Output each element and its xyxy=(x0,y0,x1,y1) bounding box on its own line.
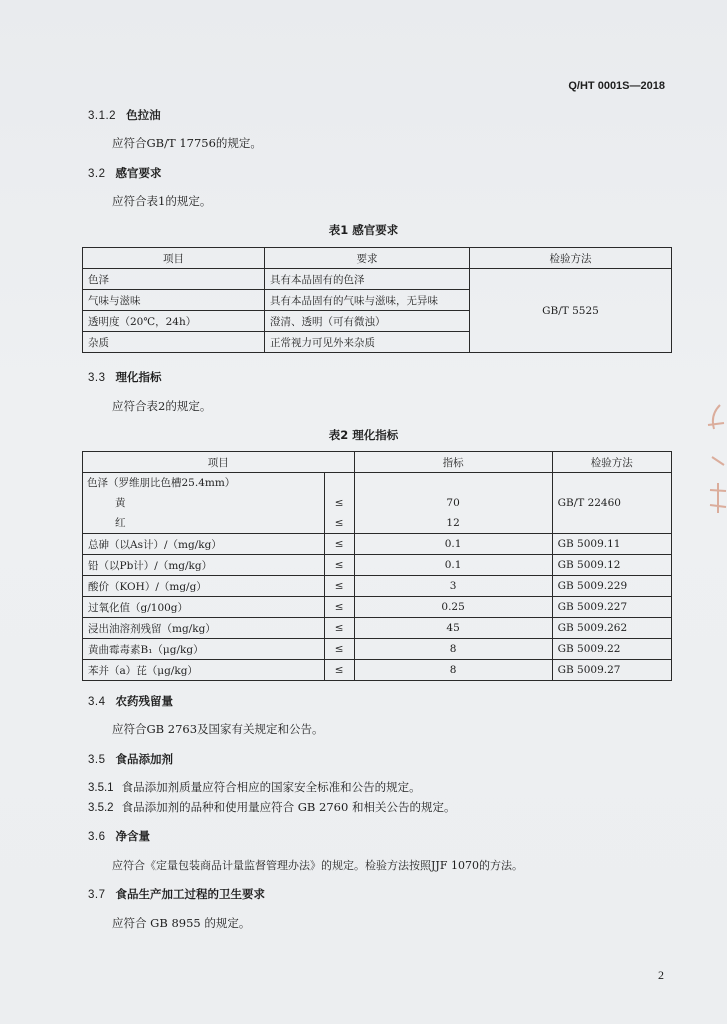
section-title: 食品生产加工过程的卫生要求 xyxy=(115,887,265,901)
table2-caption: 表2 理化指标 xyxy=(328,428,399,442)
table-cell-method: GB 5009.229 xyxy=(552,576,671,597)
value-text: 12 xyxy=(446,517,460,529)
doc-number: Q/HT 0001S—2018 xyxy=(568,80,665,92)
table-header-cell: 要求 xyxy=(265,248,470,269)
table-cell-value: 8 xyxy=(354,639,552,660)
table-cell-op: ≤ xyxy=(324,639,354,660)
section-3-5-2 xyxy=(88,799,455,815)
section-number: 3.6 xyxy=(88,831,106,843)
color-sub-label: 红 xyxy=(115,517,126,529)
table-cell-op xyxy=(324,473,354,534)
table-cell-value: 45 xyxy=(354,618,552,639)
value-text: 70 xyxy=(446,497,460,509)
table-cell-method: GB 5009.22 xyxy=(552,639,671,660)
table-header-row xyxy=(83,248,672,269)
section-title: 农药残留量 xyxy=(115,694,173,708)
table-row xyxy=(83,534,672,555)
section-number: 3.5.2 xyxy=(88,802,114,814)
table-cell-method: GB 5009.11 xyxy=(552,534,671,555)
table-cell-method: GB/T 5525 xyxy=(470,269,672,353)
section-number: 3.5.1 xyxy=(88,782,114,794)
table-cell-value: 8 xyxy=(354,660,552,681)
table-row xyxy=(83,618,672,639)
table-cell-value: 3 xyxy=(354,576,552,597)
table-cell-item: 苯并（a）芘（μg/kg） xyxy=(83,660,325,681)
table-cell-value: 0.1 xyxy=(354,534,552,555)
table-cell-item: 透明度（20℃，24h） xyxy=(83,311,265,332)
section-title: 食品添加剂 xyxy=(115,752,173,766)
table-header-cell: 项目 xyxy=(83,452,355,473)
section-3-3-text: 应符合表2的规定。 xyxy=(112,399,212,413)
table-cell-item: 气味与滋味 xyxy=(83,290,265,311)
table-cell-item: 总砷（以As计）/（mg/kg） xyxy=(83,534,325,555)
table-cell-req: 澄清、透明（可有微浊） xyxy=(265,311,470,332)
op-symbol: ≤ xyxy=(334,517,344,529)
table-row xyxy=(83,639,672,660)
stamp-mark-icon xyxy=(702,395,727,525)
table-header-cell: 指标 xyxy=(354,452,552,473)
section-3-4-heading xyxy=(88,693,173,709)
section-3-6-heading xyxy=(88,828,150,844)
table-cell-value: 0.1 xyxy=(354,555,552,576)
table-cell-op: ≤ xyxy=(324,597,354,618)
table-cell-req: 具有本品固有的气味与滋味，无异味 xyxy=(265,290,470,311)
table-cell-method: GB/T 22460 xyxy=(552,473,671,534)
table-cell-req: 正常视力可见外来杂质 xyxy=(265,332,470,353)
section-number: 3.2 xyxy=(88,168,106,180)
op-symbol: ≤ xyxy=(334,497,344,509)
table-cell-method: GB 5009.12 xyxy=(552,555,671,576)
section-3-3-heading xyxy=(88,369,162,385)
table-cell-item: 浸出油溶剂残留（mg/kg） xyxy=(83,618,325,639)
table-cell-op: ≤ xyxy=(324,576,354,597)
section-number: 3.4 xyxy=(88,696,106,708)
section-3-5-1 xyxy=(88,779,421,795)
table-header-cell: 检验方法 xyxy=(470,248,672,269)
table-cell-method: GB 5009.27 xyxy=(552,660,671,681)
section-number: 3.3 xyxy=(88,372,106,384)
table-cell-value: 0.25 xyxy=(354,597,552,618)
section-3-7-heading xyxy=(88,886,265,902)
table-cell-item: 铅（以Pb计）/（mg/kg） xyxy=(83,555,325,576)
table-cell-item: 杂质 xyxy=(83,332,265,353)
table-row xyxy=(83,660,672,681)
table1-caption: 表1 感官要求 xyxy=(328,223,399,237)
table-cell-op: ≤ xyxy=(324,555,354,576)
section-3-6-text: 应符合《定量包装商品计量监督管理办法》的规定。检验方法按照JJF 1070的方法。 xyxy=(112,859,523,872)
section-3-2-heading xyxy=(88,165,162,181)
section-text: 食品添加剂质量应符合相应的国家安全标准和公告的规定。 xyxy=(121,780,421,794)
table-row xyxy=(83,269,672,290)
table-header-cell: 项目 xyxy=(83,248,265,269)
table-cell-op: ≤ xyxy=(324,660,354,681)
color-item-label: 色泽（罗维朋比色槽25.4mm） xyxy=(87,477,236,489)
section-title: 色拉油 xyxy=(126,108,161,122)
section-title: 感官要求 xyxy=(115,166,162,180)
color-sub-label: 黄 xyxy=(115,497,126,509)
table-header-row xyxy=(83,452,672,473)
physicochemical-table xyxy=(82,451,672,681)
section-3-2-text: 应符合表1的规定。 xyxy=(112,194,212,208)
table-cell-method: GB 5009.227 xyxy=(552,597,671,618)
section-3-1-2-text: 应符合GB/T 17756的规定。 xyxy=(112,136,262,150)
sensory-table xyxy=(82,247,672,353)
table-row-color xyxy=(83,473,672,534)
table-cell-item: 色泽 xyxy=(83,269,265,290)
section-3-4-text: 应符合GB 2763及国家有关规定和公告。 xyxy=(112,722,324,736)
table-row xyxy=(83,576,672,597)
table-row xyxy=(83,597,672,618)
section-text: 食品添加剂的品种和使用量应符合 GB 2760 和相关公告的规定。 xyxy=(121,800,456,814)
page-number: 2 xyxy=(658,968,664,982)
section-3-1-2-heading xyxy=(88,107,161,123)
section-number: 3.7 xyxy=(88,889,106,901)
section-number: 3.5 xyxy=(88,754,106,766)
table-cell-op: ≤ xyxy=(324,618,354,639)
section-title: 净含量 xyxy=(115,829,150,843)
section-number: 3.1.2 xyxy=(88,110,117,122)
section-3-7-text: 应符合 GB 8955 的规定。 xyxy=(112,916,251,930)
table-header-cell: 检验方法 xyxy=(552,452,671,473)
table-row xyxy=(83,555,672,576)
table-cell-op: ≤ xyxy=(324,534,354,555)
table-cell-item: 过氧化值（g/100g） xyxy=(83,597,325,618)
table-cell-item: 酸价（KOH）/（mg/g） xyxy=(83,576,325,597)
table-cell-method: GB 5009.262 xyxy=(552,618,671,639)
table-cell-item: 黄曲霉毒素B₁（μg/kg） xyxy=(83,639,325,660)
table-cell-value xyxy=(354,473,552,534)
table-cell-req: 具有本品固有的色泽 xyxy=(265,269,470,290)
table-cell-item xyxy=(83,473,325,534)
section-3-5-heading xyxy=(88,751,173,767)
section-title: 理化指标 xyxy=(115,370,162,384)
